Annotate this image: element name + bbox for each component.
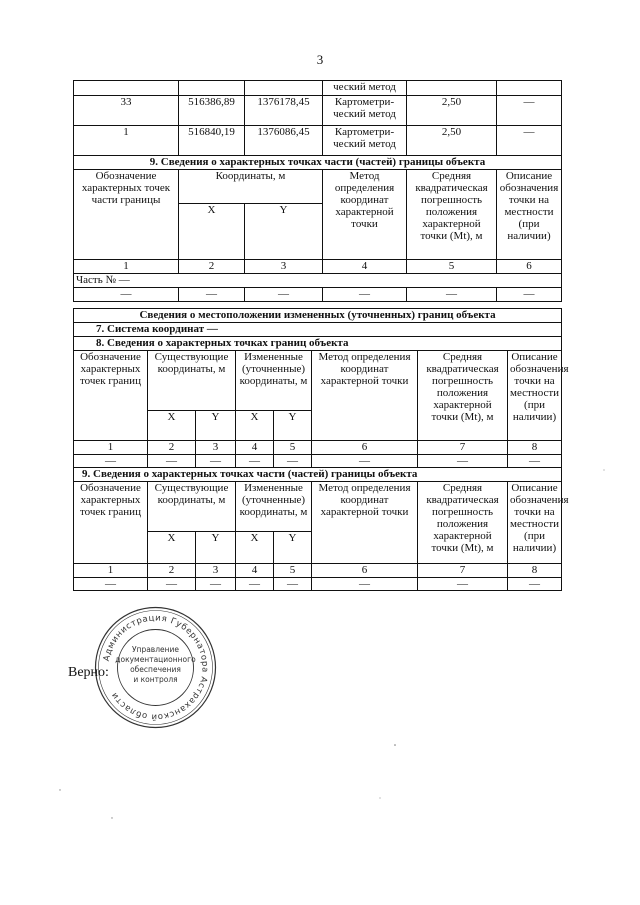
changed-section-title: Сведения о местоположении измененных (уточненных) границ объекта (74, 309, 562, 323)
dash-cell: — (274, 455, 312, 468)
header-y: Y (196, 411, 236, 441)
header-mt: Средняя квадратическая погрешность положения характерной точки (Mt), м (418, 351, 508, 441)
svg-text:Администрация Губернатора Астр: Администрация Губернатора Астраханской области (101, 613, 210, 722)
svg-text:Управление: Управление (131, 645, 180, 654)
header-changed: Измененные (уточненные) координаты, м (236, 351, 312, 411)
dash-cell: — (418, 455, 508, 468)
header-y: Y (245, 204, 323, 260)
dash-cell: — (312, 455, 418, 468)
header-y: Y (274, 532, 312, 564)
dash-cell: — (236, 455, 274, 468)
dash-cell: — (508, 578, 562, 591)
column-number: 2 (148, 441, 196, 455)
method-line-2: ческий метод (333, 108, 396, 120)
header-method: Метод определения координат характерной точки (312, 351, 418, 441)
header-existing: Существующие координаты, м (148, 351, 236, 411)
column-number: 4 (323, 260, 407, 274)
coordinate-system-label: 7. Система координат — (74, 323, 562, 337)
column-number: 8 (508, 564, 562, 578)
desc-cell: — (497, 126, 562, 156)
column-number: 4 (236, 441, 274, 455)
dash-cell: — (418, 578, 508, 591)
section-9-title: 9. Сведения о характерных точках части (частей) границы объекта (74, 468, 562, 482)
header-point-names: Обозначение характерных точек границ (74, 351, 148, 441)
dash-cell: — (148, 578, 196, 591)
dash-cell: — (196, 455, 236, 468)
page-number: 3 (316, 52, 324, 67)
point-id-cell: 1 (74, 126, 179, 156)
header-coords: Координаты, м (179, 170, 323, 204)
dash-cell: — (179, 288, 245, 302)
column-number: 6 (312, 564, 418, 578)
x-cell: 516840,19 (179, 126, 245, 156)
header-x: X (179, 204, 245, 260)
header-method: Метод определения координат характерной точки (323, 170, 407, 260)
mt-cell: 2,50 (407, 96, 497, 126)
mt-cell: 2,50 (407, 126, 497, 156)
header-x: X (236, 411, 274, 441)
section-9-title: 9. Сведения о характерных точках части (частей) границы объекта (74, 156, 562, 170)
dash-cell: — (148, 455, 196, 468)
dash-cell: — (407, 288, 497, 302)
header-existing: Существующие координаты, м (148, 482, 236, 532)
column-number: 1 (74, 260, 179, 274)
y-cell: 1376086,45 (245, 126, 323, 156)
header-y: Y (274, 411, 312, 441)
header-desc: Описание обозначения точки на местности (при наличии) (497, 170, 562, 260)
column-number: 5 (407, 260, 497, 274)
method-line-1: Картометри- (334, 126, 395, 138)
dash-cell: — (74, 288, 179, 302)
header-mt: Средняя квадратическая погрешность положения характерной точки (Mt), м (418, 482, 508, 564)
header-desc: Описание обозначения точки на местности (при наличии) (508, 482, 562, 564)
method-line-2: ческий метод (333, 138, 396, 150)
column-number: 5 (274, 441, 312, 455)
column-number: 7 (418, 564, 508, 578)
desc-cell: — (497, 96, 562, 126)
dash-cell: — (508, 455, 562, 468)
column-number: 1 (74, 564, 148, 578)
column-number: 4 (236, 564, 274, 578)
header-x: X (236, 532, 274, 564)
column-number: 2 (148, 564, 196, 578)
verno-label: Верно: (68, 665, 109, 680)
point-id-cell: 33 (74, 96, 179, 126)
column-number: 3 (245, 260, 323, 274)
dash-cell: — (497, 288, 562, 302)
x-cell: 516386,89 (179, 96, 245, 126)
header-x: X (148, 411, 196, 441)
header-desc: Описание обозначения точки на местности (при наличии) (508, 351, 562, 441)
method-line-1: Картометри- (334, 96, 395, 108)
dash-cell: — (236, 578, 274, 591)
part-label: Часть № — (74, 274, 562, 288)
svg-text:документационного: документационного (115, 655, 196, 664)
dash-cell: — (274, 578, 312, 591)
header-y: Y (196, 532, 236, 564)
column-number: 8 (508, 441, 562, 455)
header-point-names: Обозначение характерных точек границ (74, 482, 148, 564)
header-changed: Измененные (уточненные) координаты, м (236, 482, 312, 532)
dash-cell: — (323, 288, 407, 302)
header-mt: Средняя квадратическая погрешность положения характерной точки (Mt), м (407, 170, 497, 260)
header-point-names: Обозначение характерных точек части границы (74, 170, 179, 260)
dash-cell: — (196, 578, 236, 591)
column-number: 3 (196, 441, 236, 455)
dash-cell: — (245, 288, 323, 302)
svg-text:и контроля: и контроля (133, 675, 178, 684)
dash-cell: — (74, 455, 148, 468)
dash-cell: — (74, 578, 148, 591)
method-cell: ческий метод (323, 81, 407, 96)
column-number: 2 (179, 260, 245, 274)
y-cell: 1376178,45 (245, 96, 323, 126)
column-number: 5 (274, 564, 312, 578)
header-x: X (148, 532, 196, 564)
section-8-title: 8. Сведения о характерных точках границ объекта (74, 337, 562, 351)
column-number: 7 (418, 441, 508, 455)
header-method: Метод определения координат характерной точки (312, 482, 418, 564)
column-number: 6 (312, 441, 418, 455)
column-number: 1 (74, 441, 148, 455)
dash-cell: — (312, 578, 418, 591)
svg-text:обеспечения: обеспечения (130, 665, 181, 674)
column-number: 6 (497, 260, 562, 274)
column-number: 3 (196, 564, 236, 578)
